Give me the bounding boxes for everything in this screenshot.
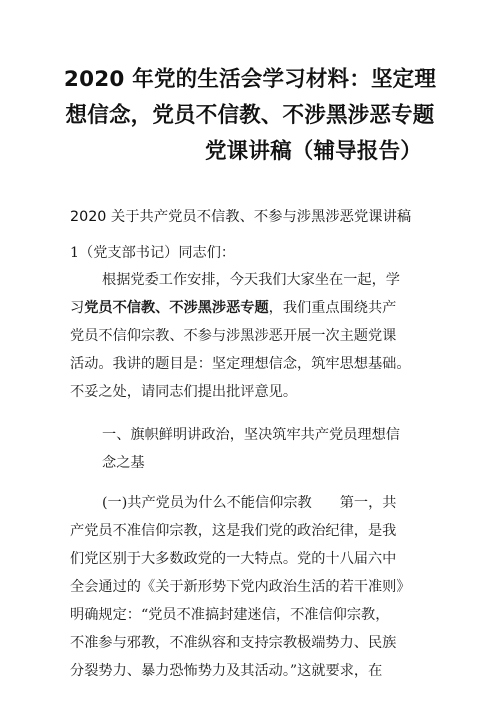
paragraph-2-line-5: 不准参与邪教，不准纵容和支持宗教极端势力、民族 bbox=[70, 635, 397, 651]
title-line-1: 2020 年党的生活会学习材料：坚定理 bbox=[63, 67, 437, 92]
paragraph-2-line-2: 们党区别于大多数政党的一大特点。党的十八届六中 bbox=[70, 551, 397, 567]
document-subtitle: 2020 关于共产党员不信教、不参与涉黑涉恶党课讲稿 bbox=[70, 209, 412, 225]
paragraph-1-line-1: 根据党委工作安排，今天我们大家坐在一起，学 bbox=[102, 272, 400, 288]
paragraph-1-line-5: 不妥之处，请同志们提出批评意见。 bbox=[70, 384, 298, 400]
section-1-heading-line-1: 一、旗帜鲜明讲政治，坚决筑牢共产党员理想信 bbox=[102, 427, 400, 443]
paragraph-1-line-2 bbox=[70, 296, 440, 320]
section-1-heading-line-2: 念之基 bbox=[102, 455, 145, 471]
paragraph-2-line-4: 明确规定：“党员不准搞封建迷信，不准信仰宗教， bbox=[70, 607, 390, 623]
title-line-2: 想信念，党员不信教、不涉黑涉恶专题 bbox=[65, 103, 435, 128]
document-title bbox=[60, 62, 440, 170]
paragraph-2-line-1: 产党员不准信仰宗教，这是我们党的政治纪律，是我 bbox=[70, 523, 397, 539]
subsection-1-heading-line bbox=[102, 491, 440, 515]
paragraph-2-line-3: 全会通过的《关于新形势下党内政治生活的若干准则》 bbox=[70, 579, 411, 595]
paragraph-1-line-3: 党员不信仰宗教、不参与涉黑涉恶开展一次主题党课 bbox=[70, 328, 397, 344]
greeting-line: 1（党支部书记）同志们： bbox=[70, 245, 236, 261]
paragraph-1-line-2-pre: 习 bbox=[70, 300, 85, 316]
paragraph-1-line-2-post: ，我们重点围绕共产 bbox=[268, 300, 397, 316]
paragraph-2-line-6: 分裂势力、暴力恐怖势力及其活动。”这就要求，在 bbox=[70, 663, 383, 679]
paragraph-1-line-4: 活动。我讲的题目是：坚定理想信念，筑牢思想基础。 bbox=[70, 356, 411, 372]
subsection-1-first-words: 第一，共 bbox=[339, 495, 397, 511]
subsection-1-heading: (一)共产党员为什么不能信仰宗教 bbox=[102, 495, 312, 511]
highlighted-topic: 党员不信教、不涉黑涉恶专题 bbox=[84, 300, 269, 316]
title-line-3: 党课讲稿（辅导报告） bbox=[204, 139, 422, 164]
